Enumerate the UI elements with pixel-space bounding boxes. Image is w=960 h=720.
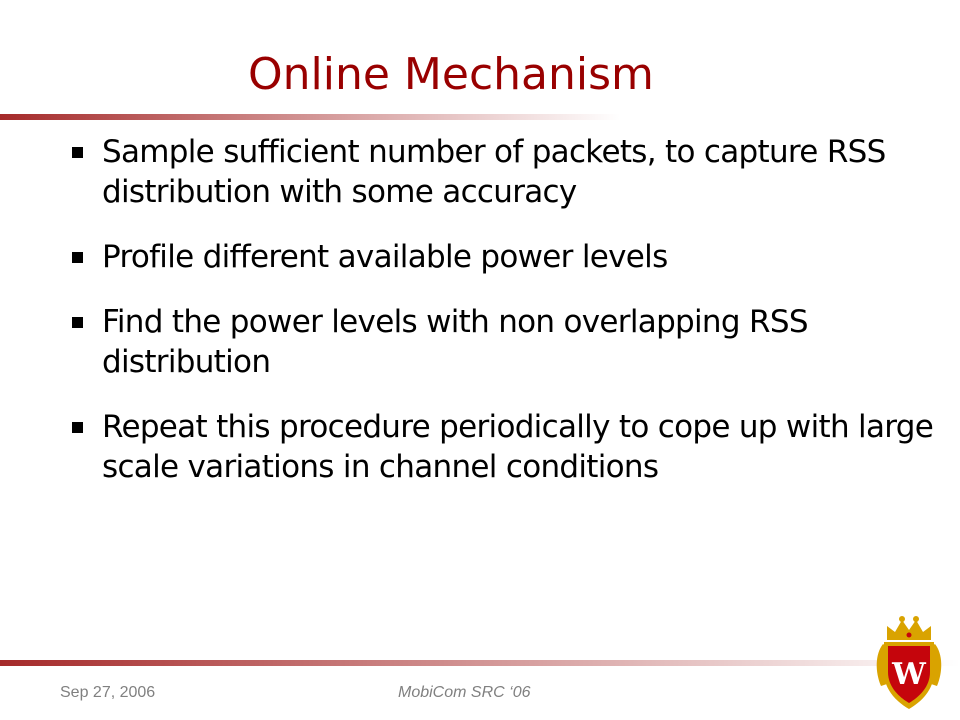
square-bullet-icon bbox=[72, 422, 83, 433]
bullet-item bbox=[62, 302, 952, 382]
crest-letter: W bbox=[892, 657, 926, 692]
square-bullet-icon bbox=[72, 147, 83, 158]
bullet-text: Sample sufficient number of packets, to capture RSS distribution with some accuracy bbox=[102, 134, 886, 210]
bullet-list bbox=[62, 132, 952, 512]
bullet-text: Repeat this procedure periodically to cope up with large scale variations in channel conditions bbox=[102, 409, 934, 485]
square-bullet-icon bbox=[72, 317, 83, 328]
crown-icon bbox=[887, 616, 931, 640]
bullet-item bbox=[62, 407, 952, 487]
slide-title: Online Mechanism bbox=[248, 49, 654, 100]
bullet-text: Find the power levels with non overlapping RSS distribution bbox=[102, 304, 808, 380]
bullet-text: Profile different available power levels bbox=[102, 239, 668, 275]
footer-rule bbox=[0, 660, 960, 666]
title-underline-rule bbox=[0, 114, 620, 120]
footer-date: Sep 27, 2006 bbox=[60, 684, 156, 701]
bullet-item bbox=[62, 132, 952, 212]
bullet-item bbox=[62, 237, 952, 277]
footer-event: MobiCom SRC ‘06 bbox=[398, 684, 531, 701]
university-crest-logo-icon bbox=[873, 614, 945, 714]
square-bullet-icon bbox=[72, 252, 83, 263]
